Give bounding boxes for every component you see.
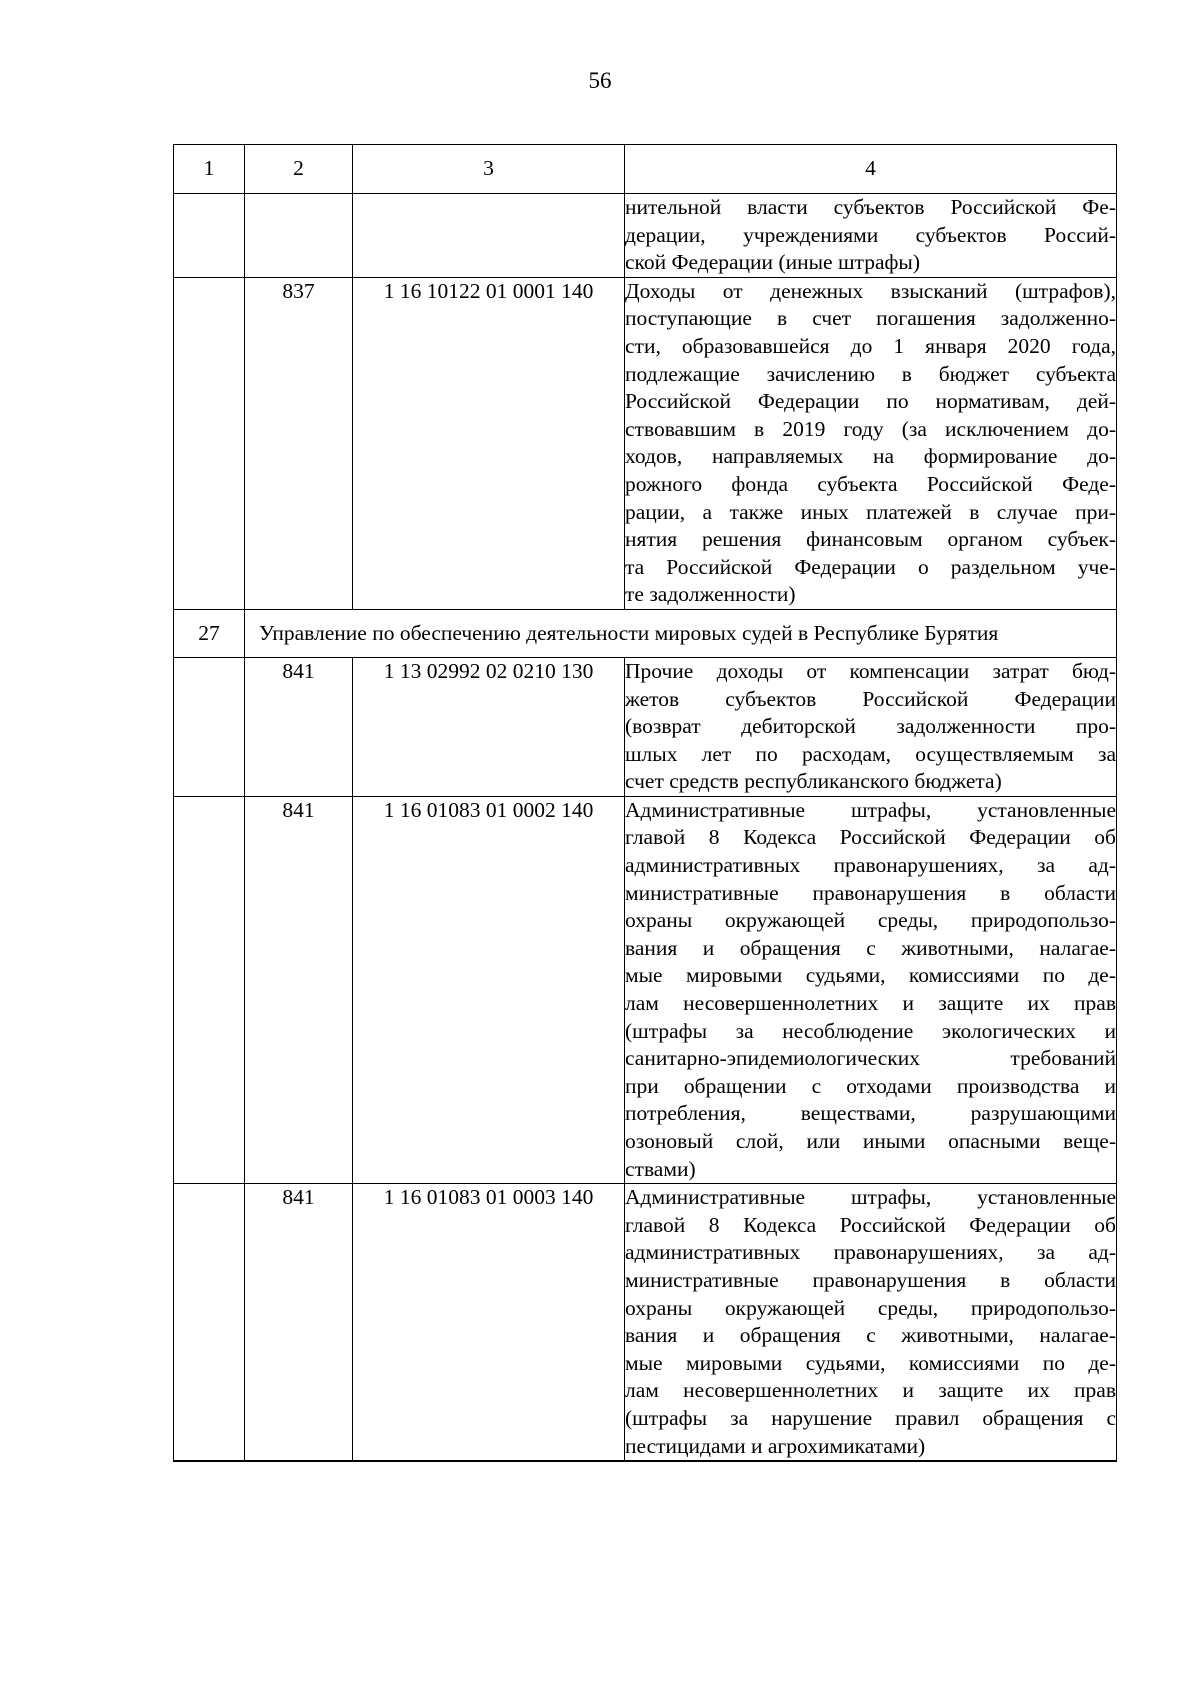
description-line: шлых лет по расходам, осуществляемым за [625,741,1116,766]
admin-code-cell: 841 [245,1184,353,1461]
description-line: жетов субъектов Российской Федерации [625,686,1116,711]
description-cell [625,796,1117,1183]
description-line: пестицидами и агрохимикатами) [625,1433,926,1458]
row-number-cell [174,1184,245,1461]
description-line: санитарно-эпидемиологических требований [625,1046,1116,1071]
description-line: (штрафы за несоблюдение экологических и [625,1018,1116,1043]
table-row [174,1184,1117,1461]
section-title: Управление по обеспечению деятельности мировых судей в Республике Бурятия [245,609,1117,657]
description-cell [625,277,1117,609]
budget-code: 1 16 01083 01 0003 140 [383,1185,594,1210]
description-line: мые мировыми судьями, комиссиями по де- [625,1350,1116,1375]
budget-code: 1 16 10122 01 0001 140 [383,278,594,303]
budget-code-cell [353,277,625,609]
header-cell-4: 4 [625,145,1117,194]
row-number-cell [174,194,245,278]
description-cell [625,657,1117,796]
budget-code-cell [353,1184,625,1461]
description-line: мые мировыми судьями, комиссиями по де- [625,963,1116,988]
table-header-row [174,145,1117,194]
description-cell [625,194,1117,278]
section-number: 27 [174,609,245,657]
description-line: те задолженности) [625,582,796,607]
description-line: ходов, направляемых на формирование до- [625,444,1116,469]
row-number-cell [174,796,245,1183]
admin-code-cell: 837 [245,277,353,609]
budget-code: 1 13 02992 02 0210 130 [383,658,594,683]
header-cell-1: 1 [174,145,245,194]
description-line: дерации, учреждениями субъектов Россий- [625,222,1116,247]
description-line: ской Федерации (иные штрафы) [625,250,921,275]
admin-code-cell: 841 [245,796,353,1183]
description-line: Административные штрафы, установленные [625,1185,1116,1210]
description-line: счет средств республиканского бюджета) [625,769,1002,794]
description-line: охраны окружающей среды, природопользо- [625,908,1116,933]
description-line: главой 8 Кодекса Российской Федерации об [625,1212,1116,1237]
admin-code-cell [245,194,353,278]
description-line: (штрафы за нарушение правил обращения с [625,1405,1116,1430]
admin-code-cell: 841 [245,657,353,796]
description-line: (возврат дебиторской задолженности про- [625,714,1116,739]
description-line: при обращении с отходами производства и [625,1073,1116,1098]
budget-code: 1 16 01083 01 0002 140 [383,797,594,822]
page-number: 56 [588,68,612,93]
row-number-cell [174,657,245,796]
description-line: ствами) [625,1156,696,1181]
description-line: подлежащие зачислению в бюджет субъекта [625,361,1116,386]
description-line: сти, образовавшейся до 1 января 2020 года, [625,333,1116,358]
description-line: министративные правонарушения в области [625,880,1116,905]
description-line: нятия решения финансовым органом субъек- [625,527,1116,552]
description-line: лам несовершеннолетних и защите их прав [625,991,1116,1016]
revenue-codes-table [173,144,1117,1462]
budget-code-cell [353,194,625,278]
header-cell-2: 2 [245,145,353,194]
description-line: министративные правонарушения в области [625,1267,1116,1292]
description-line: потребления, веществами, разрушающими [625,1101,1116,1126]
budget-code-cell [353,657,625,796]
description-line: административных правонарушениях, за ад- [625,853,1116,878]
description-line: поступающие в счет погашения задолженно- [625,306,1116,331]
budget-code-cell [353,796,625,1183]
table-row [174,194,1117,278]
description-line: Российской Федерации по нормативам, дей- [625,389,1116,414]
table-row [174,277,1117,609]
description-line: вания и обращения с животными, налагае- [625,935,1116,960]
description-line: административных правонарушениях, за ад- [625,1240,1116,1265]
description-line: Административные штрафы, установленные [625,797,1116,822]
section-row [174,609,1117,657]
table-row [174,796,1117,1183]
description-cell [625,1184,1117,1461]
description-line: Доходы от денежных взысканий (штрафов), [625,278,1116,303]
description-line: рации, а также иных платежей в случае при- [625,499,1116,524]
description-line: та Российской Федерации о раздельном уче- [625,554,1116,579]
header-cell-3: 3 [353,145,625,194]
description-line: ствовавшим в 2019 году (за исключением до- [625,416,1116,441]
table-row [174,657,1117,796]
row-number-cell [174,277,245,609]
description-line: рожного фонда субъекта Российской Феде- [625,471,1116,496]
description-line: лам несовершеннолетних и защите их прав [625,1378,1116,1403]
description-line: Прочие доходы от компенсации затрат бюд- [625,658,1116,683]
description-line: охраны окружающей среды, природопользо- [625,1295,1116,1320]
description-line: озоновый слой, или иными опасными веще- [625,1129,1116,1153]
description-line: нительной власти субъектов Российской Фе- [625,195,1116,219]
description-line: главой 8 Кодекса Российской Федерации об [625,825,1116,850]
description-line: вания и обращения с животными, налагае- [625,1323,1116,1348]
